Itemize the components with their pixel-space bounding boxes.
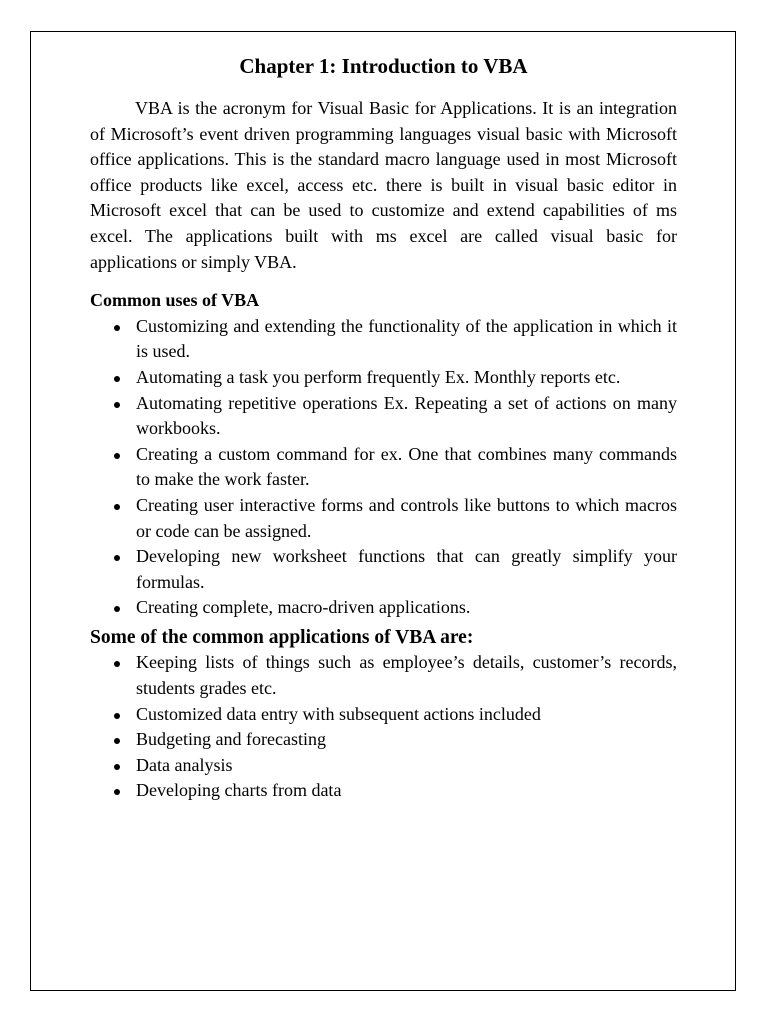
bullet-icon [114, 325, 120, 331]
intro-paragraph: VBA is the acronym for Visual Basic for Applications. It is an integration of Microsoft’s event driven programming languages visual basic with Microsoft office applications. This is the standard macro language used in most Microsoft office products like excel, access etc. there is built in visual basic editor in Microsoft excel that can be used to customize and extend capabilities of ms excel. The applications built with ms excel are called visual basic for applications or simply VBA. [90, 98, 677, 272]
bullet-icon [114, 661, 120, 667]
list-item-text: Creating complete, macro-driven applications. [136, 597, 471, 618]
list-item [136, 753, 677, 779]
list-item [136, 702, 677, 728]
document-content [90, 52, 677, 804]
list-item-text: Creating user interactive forms and controls like buttons to which macros or code can be assigned. [136, 494, 677, 541]
list-item-text: Developing new worksheet functions that can greatly simplify your formulas. [136, 546, 677, 592]
list-item [136, 493, 677, 544]
bullet-icon [114, 713, 120, 719]
list-item-text: Automating repetitive operations Ex. Repeating a set of actions on many workbooks. [136, 392, 677, 439]
bullet-icon [114, 376, 120, 382]
list-item [136, 778, 677, 804]
list-item-text: Developing charts from data [136, 780, 342, 801]
list-item [136, 650, 677, 701]
list-item-text: Keeping lists of things such as employee’s details, customer’s records, students grades etc. [136, 652, 677, 699]
list-item [136, 365, 677, 391]
list-item [136, 595, 677, 621]
list-item-text: Data analysis [136, 754, 233, 775]
bullet-icon [114, 555, 120, 561]
bullet-icon [114, 789, 120, 795]
bullet-icon [114, 764, 120, 770]
chapter-title: Chapter 1: Introduction to VBA [239, 54, 528, 78]
common-uses-list [90, 314, 677, 621]
list-item-text: Budgeting and forecasting [136, 729, 326, 750]
list-item [136, 544, 677, 595]
list-item [136, 442, 677, 493]
common-applications-list [90, 650, 677, 804]
list-item [136, 727, 677, 753]
bullet-icon [114, 402, 120, 408]
list-item-text: Automating a task you perform frequently Ex. Monthly reports etc. [136, 366, 621, 387]
list-item [136, 391, 677, 442]
common-applications-heading: Some of the common applications of VBA are: [90, 626, 474, 648]
list-item [136, 314, 677, 365]
list-item-text: Customized data entry with subsequent actions included [136, 703, 541, 724]
list-item-text: Creating a custom command for ex. One that combines many commands to make the work faster. [136, 443, 677, 490]
bullet-icon [114, 504, 120, 510]
common-uses-heading: Common uses of VBA [90, 290, 260, 311]
bullet-icon [114, 606, 120, 612]
list-item-text: Customizing and extending the functionality of the application in which it is used. [136, 315, 677, 362]
bullet-icon [114, 453, 120, 459]
bullet-icon [114, 738, 120, 744]
